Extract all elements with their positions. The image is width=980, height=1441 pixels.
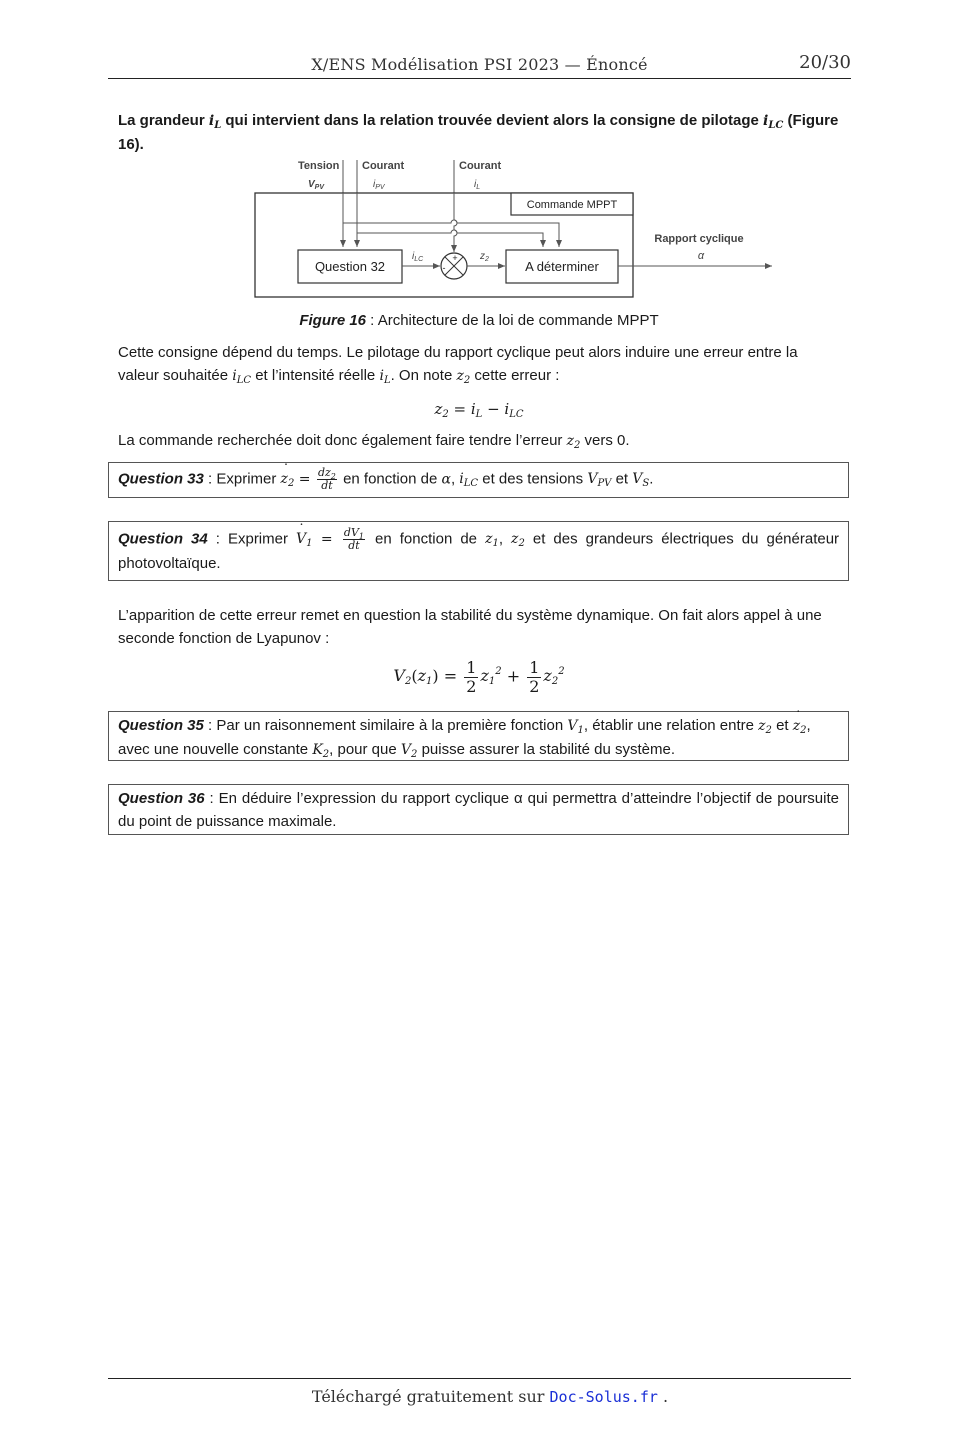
document-title: X/ENS Modélisation PSI 2023 — Énoncé bbox=[311, 55, 648, 74]
paragraph-commande: La commande recherchée doit donc également faire tendre l’erreur $z_2$ vers 0. bbox=[118, 432, 630, 451]
question-35-box: Question 35 : Par un raisonnement similaire à la première fonction $V_1$, établir une relation entre $z_2$ et ˙ $z_2$, avec une nouvelle constante $K_2$, pour que $V_2$ puisse assurer la stabilité du système. bbox=[108, 711, 849, 761]
paragraph-consigne: Cette consigne dépend du temps. Le pilotage du rapport cyclique peut alors induire une erreur entre la valeur souhaitée $i_{LC}$ et l’intensité réelle $i_L$. On note $z_2$ cette erreur : bbox=[118, 344, 798, 386]
math-il: $i_L$ bbox=[208, 113, 222, 131]
figure-caption-text: : Architecture de la loi de commande MPPT bbox=[366, 312, 659, 329]
footer-rule bbox=[108, 1378, 851, 1379]
question-32-label: Question 32 bbox=[314, 259, 386, 274]
question-33-label: Question 33 bbox=[118, 470, 204, 488]
figure-caption bbox=[118, 309, 840, 332]
intro-text-2: qui intervient dans la relation trouvée devient alors la consigne de pilotage bbox=[225, 112, 759, 129]
rapport-cyclique-label: Rapport cyclique bbox=[654, 233, 744, 245]
summing-minus: - bbox=[442, 263, 446, 273]
page-footer: Téléchargé gratuitement sur Doc-Solus.fr . bbox=[311, 1387, 669, 1406]
courant-il-label: Courant bbox=[459, 160, 502, 172]
intro-text-1: La grandeur bbox=[118, 112, 205, 129]
ilc-signal-label: $i_{LC}$ bbox=[412, 251, 424, 263]
question-33-box: Question 33 : Exprimer ˙ $z_2$ = $\frac{dz_2}{dt}$ en fonction de α, $i_{LC}$ et des tensions $V_{PV}$ et $V_S$. bbox=[108, 462, 849, 498]
courant-ipv-var: $i_{PV}$ bbox=[373, 179, 385, 191]
question-34-box: Question 34 : Exprimer ˙ $V_1$ = $\frac{dV_1}{dt}$ en fonction de $z_1$, $z_2$ et des grandeurs électriques du générateur photovoltaïque. bbox=[108, 521, 849, 581]
doc-solus-link[interactable]: Doc-Solus.fr bbox=[549, 1388, 658, 1406]
question-36-label: Question 36 bbox=[118, 790, 205, 807]
summing-plus: + bbox=[452, 253, 458, 263]
paragraph-lyapunov: L’apparition de cette erreur remet en question la stabilité du système dynamique. On fait alors appel à une seconde fonction de Lyapunov : bbox=[118, 607, 822, 647]
question-36-box: Question 36 : En déduire l’expression du rapport cyclique α qui permettra d’atteindre l’objectif de poursuite du point de puissance maximale. bbox=[108, 784, 849, 835]
mppt-tag-label: Commande MPPT bbox=[526, 199, 618, 211]
question-34-label: Question 34 bbox=[118, 530, 208, 548]
question-35-label: Question 35 bbox=[118, 717, 204, 734]
math-ilc: $i_{LC}$ bbox=[763, 113, 784, 131]
tension-var: $V_{PV}$ bbox=[308, 179, 325, 191]
tension-label: Tension bbox=[298, 160, 340, 172]
figure-label: Figure 16 bbox=[299, 312, 367, 329]
courant-il-var: $i_L$ bbox=[474, 179, 481, 191]
page-number: 20/30 bbox=[799, 52, 851, 73]
z2-signal-label: $z_2$ bbox=[480, 251, 489, 263]
alpha-output-label: α bbox=[697, 250, 705, 262]
intro-text-3: (Figure 16). bbox=[118, 112, 839, 153]
a-determiner-label: A déterminer bbox=[525, 259, 599, 274]
courant-ipv-label: Courant bbox=[362, 160, 405, 172]
equation-lyapunov: $V_2(z_1)$ = $\frac{1}{2}$ $z_1^2$ + $\frac{1}{2}$ $z_2^2$ bbox=[393, 658, 565, 696]
equation-z2: $z_2 = i_L - i_{LC}$ bbox=[434, 400, 524, 420]
mppt-block-diagram bbox=[0, 0, 980, 310]
